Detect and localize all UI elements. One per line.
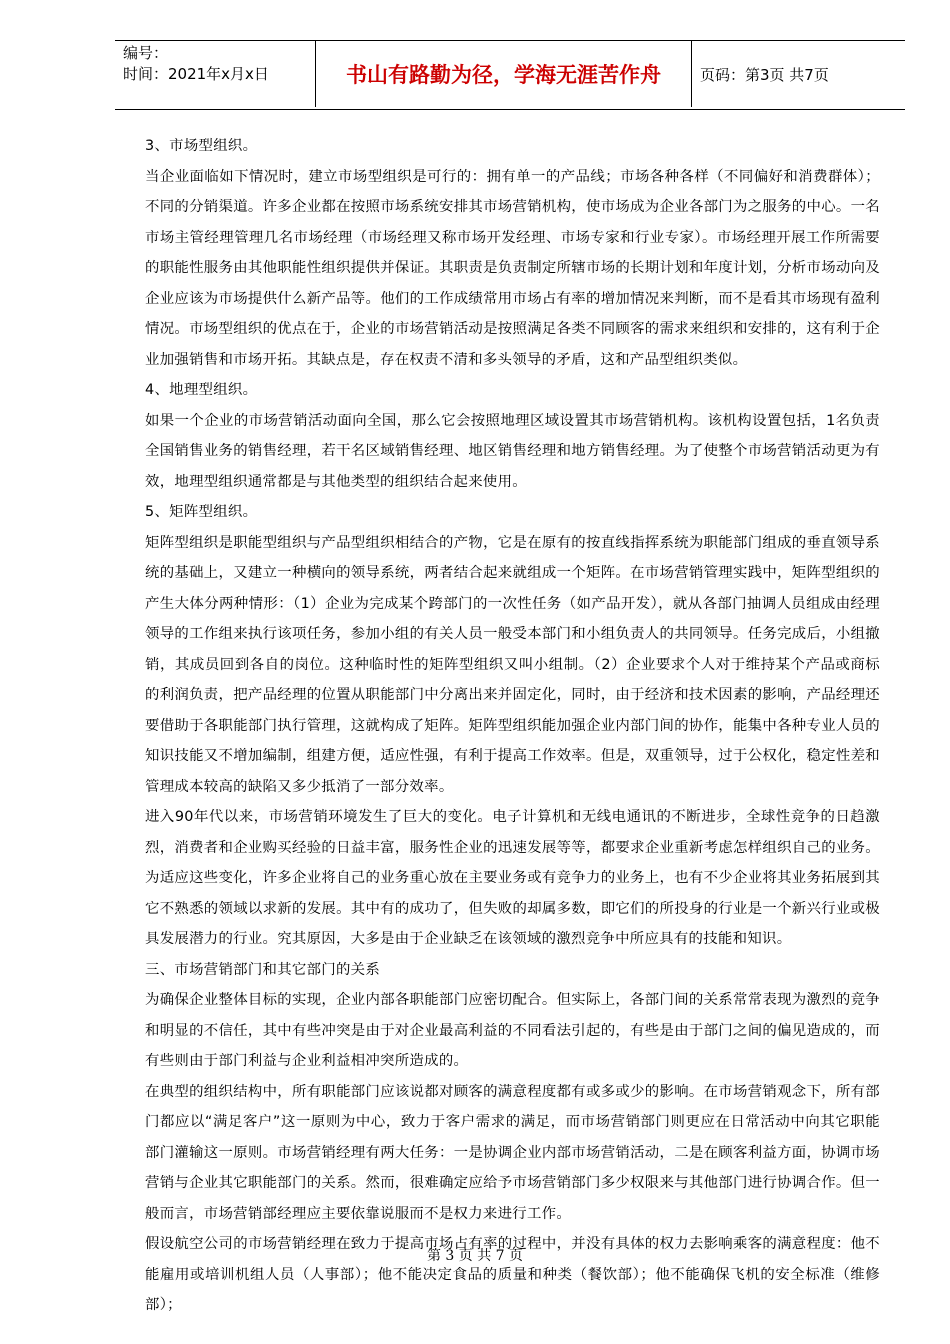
section-heading-matrix-organization: 5、矩阵型组织。 — [145, 504, 258, 520]
document-number-label: 编号： — [123, 44, 169, 62]
header-page-number: 页码：第3页 共7页 — [700, 65, 829, 84]
document-body — [145, 131, 880, 1321]
body-paragraph: 在典型的组织结构中，所有职能部门应该说都对顾客的满意程度都有或多或少的影响。在市场营销观念下，所有部门都应以“满足客户”这一原则为中心，致力于客户需求的满足，而市场营销部门则更应在日常活动中向其它职能部门灌输这一原则。市场营销经理有两大任务：一是协调企业内部市场营销活动，二是在顾客利益方面，协调市场营销与企业其它职能部门的关系。然而，很难确定应给予市场营销部门多少权限来与其他部门进行协调合作。但一般而言，市场营销部经理应主要依靠说服而不是权力来进行工作。 — [145, 1083, 880, 1222]
body-paragraph: 如果一个企业的市场营销活动面向全国，那么它会按照地理区域设置其市场营销机构。该机构设置包括，1名负责全国销售业务的销售经理，若干名区域销售经理、地区销售经理和地方销售经理。为了使整个市场营销活动更为有效，地理型组织通常都是与其他类型的组织结合起来使用。 — [145, 412, 880, 490]
body-paragraph: 矩阵型组织是职能型组织与产品型组织相结合的产物，它是在原有的按直线指挥系统为职能部门组成的垂直领导系统的基础上，又建立一种横向的领导系统，两者结合起来就组成一个矩阵。在市场营销管理实践中，矩阵型组织的产生大体分两种情形：（1）企业为完成某个跨部门的一次性任务（如产品开发），就从各部门抽调人员组成由经理领导的工作组来执行该项任务，参加小组的有关人员一般受本部门和小组负责人的共同领导。任务完成后，小组撤销，其成员回到各自的岗位。这种临时性的矩阵型组织又叫小组制。（2）企业要求个人对于维持某个产品或商标的利润负责，把产品经理的位置从职能部门中分离出来并固定化，同时，由于经济和技术因素的影响，产品经理还要借助于各职能部门执行管理，这就构成了矩阵。矩阵型组织能加强企业内部门间的协作，能集中各种专业人员的知识技能又不增加编制，组建方便，适应性强，有利于提高工作效率。但是，双重领导，过于公权化，稳定性差和管理成本较高的缺陷又多少抵消了一部分效率。 — [145, 534, 880, 795]
header-meta — [123, 43, 315, 85]
page-header — [115, 40, 905, 110]
document-date: 时间：2021年x月x日 — [123, 65, 269, 83]
section-heading-market-organization: 3、市场型组织。 — [145, 138, 258, 154]
page-footer: 第 3 页 共 7 页 — [426, 1248, 524, 1264]
body-paragraph: 进入90年代以来，市场营销环境发生了巨大的变化。电子计算机和无线电通讯的不断进步，全球性竞争的日趋激烈，消费者和企业购买经验的日益丰富，服务性企业的迅速发展等等，都要求企业重新考虑怎样组织自己的业务。为适应这些变化，许多企业将自己的业务重心放在主要业务或有竞争力的业务上，也有不少企业将其业务拓展到其它不熟悉的领域以求新的发展。其中有的成功了，但失败的却属多数，即它们的所投身的行业是一个新兴行业或极具发展潜力的行业。究其原因，大多是由于企业缺乏在该领域的激烈竞争中所应具有的技能和知识。 — [145, 809, 880, 947]
body-paragraph: 假设航空公司的市场营销经理在致力于提高市场占有率的过程中，并没有具体的权力去影响乘客的满意程度：他不能雇用或培训机组人员（人事部）；他不能决定食品的质量和种类（餐饮部）；他不能确保飞机的安全标准（维修部）； — [145, 1236, 880, 1313]
header-motto: 书山有路勤为径，学海无涯苦作舟 — [315, 41, 692, 107]
section-heading-geographic-organization: 4、地理型组织。 — [145, 382, 258, 398]
section-heading-department-relations: 三、市场营销部门和其它部门的关系 — [145, 961, 381, 978]
body-paragraph: 当企业面临如下情况时，建立市场型组织是可行的：拥有单一的产品线；市场各种各样（不同偏好和消费群体）；不同的分销渠道。许多企业都在按照市场系统安排其市场营销机构，使市场成为企业各部门为之服务的中心。一名市场主管经理管理几名市场经理（市场经理又称市场开发经理、市场专家和行业专家）。市场经理开展工作所需要的职能性服务由其他职能性组织提供并保证。其职责是负责制定所辖市场的长期计划和年度计划，分析市场动向及企业应该为市场提供什么新产品等。他们的工作成绩常用市场占有率的增加情况来判断，而不是看其市场现有盈利情况。市场型组织的优点在于，企业的市场营销活动是按照满足各类不同顾客的需求来组织和安排的，这有利于企业加强销售和市场开拓。其缺点是，存在权责不清和多头领导的矛盾，这和产品型组织类似。 — [145, 168, 880, 368]
body-paragraph: 为确保企业整体目标的实现，企业内部各职能部门应密切配合。但实际上，各部门间的关系常常表现为激烈的竞争和明显的不信任，其中有些冲突是由于对企业最高利益的不同看法引起的，有些是由于部门之间的偏见造成的，而有些则由于部门利益与企业利益相冲突所造成的。 — [145, 992, 880, 1069]
